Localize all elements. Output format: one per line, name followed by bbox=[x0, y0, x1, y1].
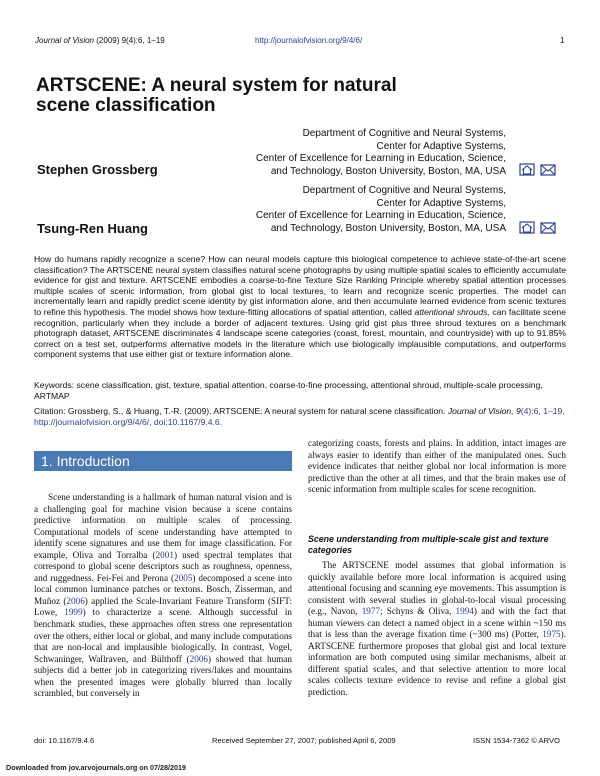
text-run: The ARTSCENE model assumes that global information is quickly available before more local information is acquired using attentional focusing and scanning eye movements. This assumption is consistent with several studies in global-to-local visual processing (e.g., Navon, bbox=[308, 560, 566, 617]
text-run: Scene understanding is a hallmark of human natural vision and is a challenging goal for machine vision because a scene contains predictive information on multiple scales of processing. Computational models of scene understanding have attempted to identify scene signatures and use them for image classification. For example, Oliva and Torralba ( bbox=[34, 492, 292, 560]
affil-line: and Technology, Boston University, Boston, MA, USA bbox=[270, 165, 506, 177]
affil-line: Center for Adaptive Systems, bbox=[376, 140, 506, 152]
citation-volume: 9 bbox=[515, 406, 521, 416]
text-run: ). ARTSCENE furthermore proposes that global gist and local texture information are both computed using similar mechanisms, albeit at different spatial scales, and that selective attention to more local scales collects texture evidence to revise and refine a global gist prediction. bbox=[308, 629, 566, 698]
abstract-emphasis: attentional shrouds, bbox=[414, 306, 490, 317]
download-note: Downloaded from jov.arvojournals.org on 07/28/2019 bbox=[6, 763, 186, 772]
ref-link[interactable]: 1977 bbox=[361, 606, 381, 617]
affil-line: Center for Adaptive Systems, bbox=[376, 197, 506, 209]
footer-doi: doi: 10.1167/9.4.6 bbox=[34, 736, 95, 745]
section-title: 1. Introduction bbox=[41, 453, 130, 469]
homepage-icon[interactable] bbox=[519, 221, 535, 234]
text-run: ) showed that human subjects did a better job in categorizing rivers/lakes and mountains when the presented images were globally blurred than locally scrambled, but conversely in bbox=[34, 653, 292, 699]
footer-received: Received September 27, 2007; published April 6, 2009 bbox=[212, 736, 396, 745]
email-icon[interactable] bbox=[540, 163, 556, 176]
footer-issn: ISSN 1534-7362 © ARVO bbox=[473, 736, 560, 745]
right-column-top bbox=[308, 438, 566, 496]
page-number: 1 bbox=[560, 36, 565, 45]
text-run: ) to characterize a scene. Although successful in benchmark studies, these approaches often stress one representation over the others, either local or global, and many include computations that are non-local and implausible biologically. In contrast, Vogel, Schwaninger, Wallraven, and Bülthoff ( bbox=[34, 607, 293, 664]
ref-link[interactable]: 2005 bbox=[174, 572, 193, 583]
email-icon[interactable] bbox=[540, 221, 556, 234]
title-line-2: scene classification bbox=[36, 95, 216, 116]
text-run: ) decomposed a scene into local common luminance patches or textons. Bosch, Zisserman, and Muñoz ( bbox=[34, 572, 292, 606]
author-1-name: Stephen Grossberg bbox=[37, 162, 158, 177]
text-run: ) used spectral templates that correspond to global scene descriptors such as roughness, openness, and ruggedness. Fei-Fei and Perona ( bbox=[34, 549, 292, 583]
left-column bbox=[34, 492, 292, 700]
abstract-text-1: How do humans rapidly recognize a scene? How can neural models capture this biological competence to achieve state-of-the-art scene classification? The ARTSCENE neural system classifies natural scene photographs by using multiple spatial scales to efficiently accumulate evidence for gist and texture. ARTSCENE embodies a coarse-to-fine Texture Size Ranking Principle whereby spatial attention processes multiple scales of scenic information, from global gist to local textures, to learn and recognize scenic properties. The model can incrementally learn and rapidly predict scene identity by gist information alone, and then accumulate learned evidence from scenic textures to refine this hypothesis. The model shows how texture-fitting allocations of spatial attention, called bbox=[34, 254, 566, 317]
ref-link[interactable]: 2006 bbox=[66, 595, 85, 606]
affil-line: and Technology, Boston University, Boston, MA, USA bbox=[270, 222, 506, 234]
homepage-icon[interactable] bbox=[519, 163, 535, 176]
right-column-body bbox=[308, 560, 566, 699]
ref-link[interactable]: 2006 bbox=[189, 653, 208, 664]
author-1-affiliation bbox=[206, 128, 506, 178]
text-run: ; Schyns & Oliva, bbox=[380, 606, 456, 617]
author-2-name: Tsung-Ren Huang bbox=[37, 221, 148, 236]
affil-line: Department of Cognitive and Neural Systems, bbox=[302, 185, 506, 196]
abstract-text-2: can facilitate scene recognition, particularly when they include a border of adjacent textures. Using grid gist plus three shroud textures on a benchmark photograph dataset, ARTSCENE discriminates 4 landscape scene categories (coast, forest, mountain, and countryside) with up to 91.85% correct on a test set, outperforms alternative models in the literature which use biologically implausible computations, and outperforms component systems that use either gist or texture information alone. bbox=[34, 306, 566, 360]
citation-lead: Citation: Grossberg, S., & Huang, T.-R. (2009). ARTSCENE: A neural system for natural scene classification. bbox=[34, 406, 446, 416]
citation bbox=[34, 406, 566, 427]
header-url-link[interactable]: http://journalofvision.org/9/4/6/ bbox=[255, 36, 363, 45]
journal-name: Journal of Vision bbox=[35, 36, 94, 45]
text-run: ) applied the Scale-Invariant Feature Transform (SIFT: Lowe, bbox=[34, 595, 292, 618]
title-line-1: ARTSCENE: A neural system for natural bbox=[36, 75, 397, 96]
header-citation-tail: (2009) 9(4):6, 1–19 bbox=[96, 36, 165, 45]
abstract bbox=[34, 254, 566, 360]
continued-paragraph: categorizing coasts, forests and plains. In addition, intact images are always easier to identify than either of the manipulated ones. Such evidence indicates that neither global nor local information is more predictive than the other at all times, and that the brain makes use of scenic information from multiple scales for scene recognition. bbox=[308, 438, 566, 495]
keywords: Keywords: scene classification, gist, texture, spatial attention, coarse-to-fine processing, attentional shroud, multiple-scale processing, ARTMAP bbox=[34, 380, 543, 401]
text-run: ) and with the fact that human viewers can detect a named object in a scene within ~150 ms that is less than the average fixation time (~300 ms) (Potter, bbox=[308, 606, 567, 640]
paper-title bbox=[36, 76, 456, 116]
citation-tail[interactable]: (4):6, 1–19, http://journalofvision.org/9/4/6/, doi:10.1167/9.4.6. bbox=[34, 406, 565, 427]
author-2-affiliation bbox=[206, 185, 506, 235]
ref-link[interactable]: 1994 bbox=[455, 606, 474, 617]
citation-journal: Journal of Vision, bbox=[447, 406, 514, 416]
ref-link[interactable]: 1999 bbox=[64, 607, 83, 618]
affil-line: Center of Excellence for Learning in Education, Science, bbox=[255, 210, 506, 221]
intro-paragraph bbox=[34, 492, 292, 700]
subsection-heading: Scene understanding from multiple-scale gist and texture categories bbox=[308, 534, 549, 555]
affil-line: Center of Excellence for Learning in Education, Science, bbox=[255, 153, 506, 164]
ref-link[interactable]: 2001 bbox=[155, 549, 174, 560]
affil-line: Department of Cognitive and Neural Systems, bbox=[302, 128, 506, 139]
ref-link[interactable]: 1975 bbox=[542, 629, 561, 640]
artscene-paragraph bbox=[308, 560, 566, 699]
running-header-citation bbox=[35, 36, 165, 45]
